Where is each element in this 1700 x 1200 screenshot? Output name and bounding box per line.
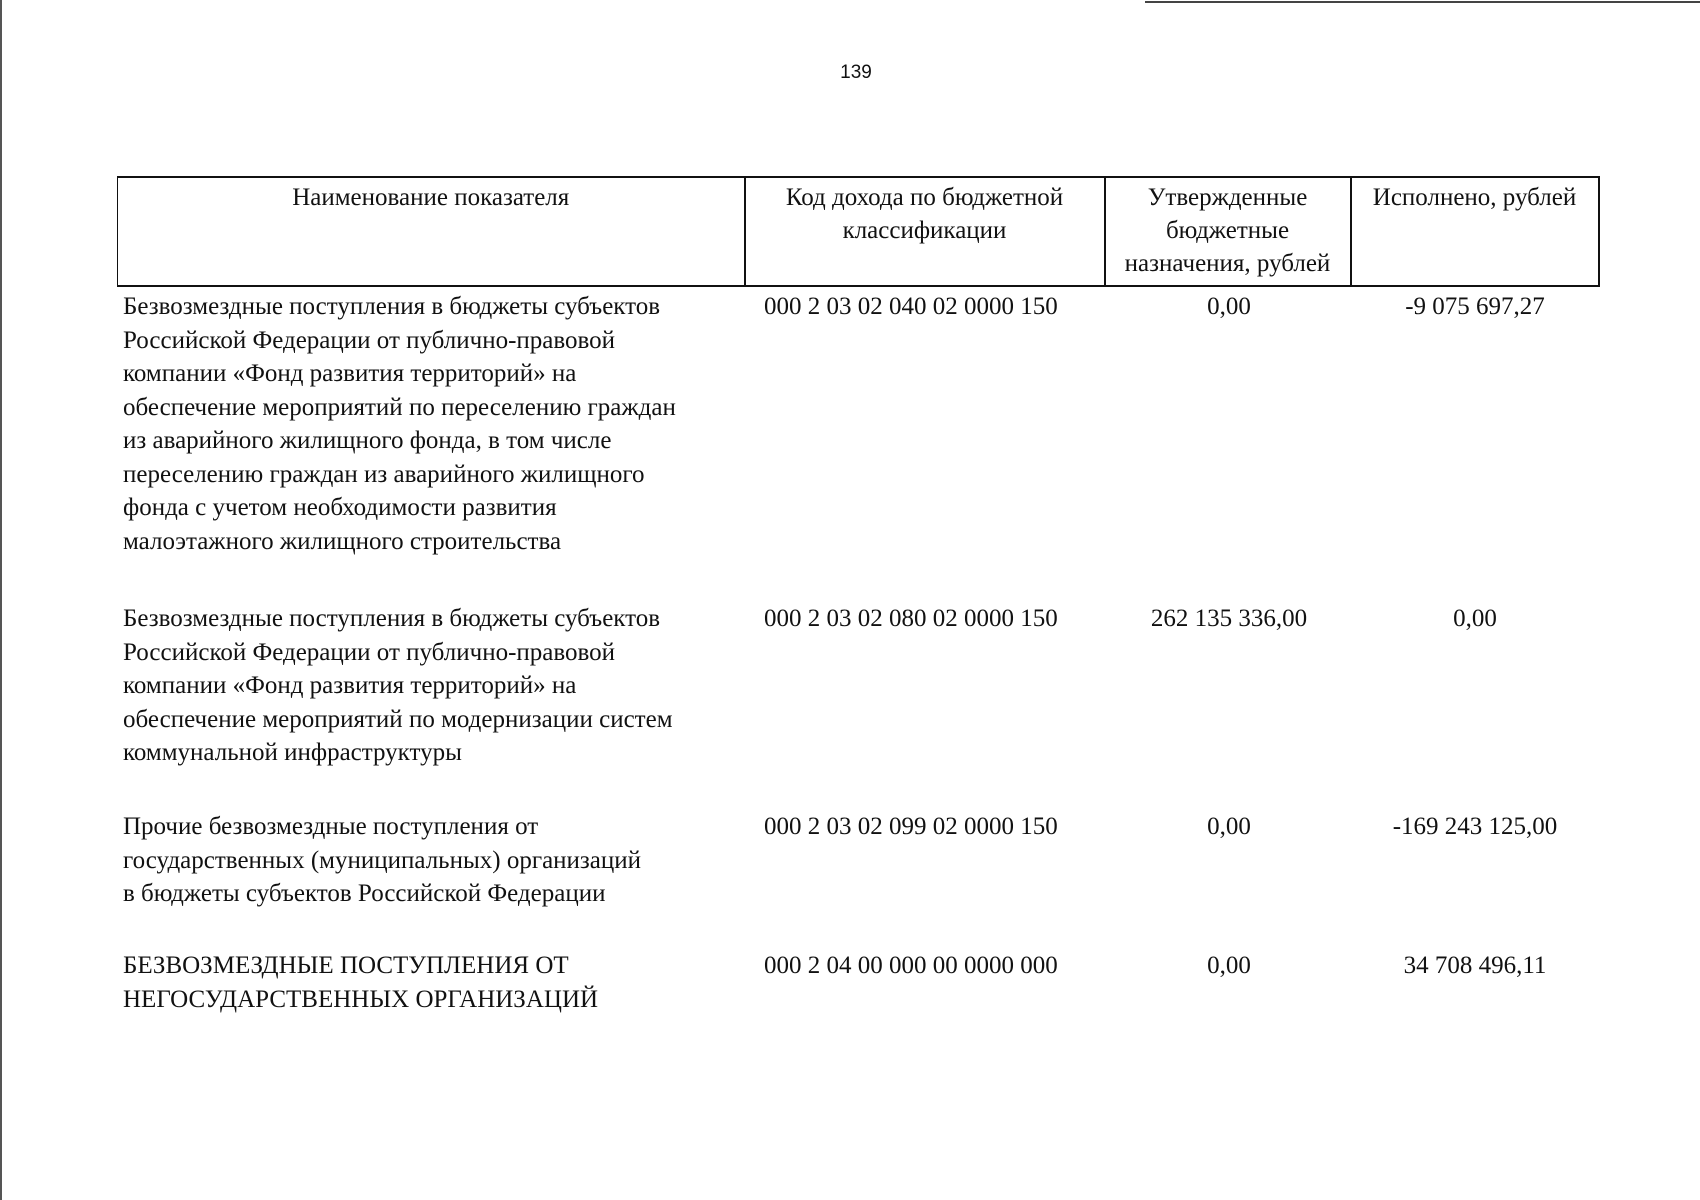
row-indicator-name (123, 290, 743, 558)
name-line: БЕЗВОЗМЕЗДНЫЕ ПОСТУПЛЕНИЯ ОТ (123, 952, 569, 979)
row-executed-amount: 0,00 (1453, 605, 1497, 632)
name-line: Безвозмездные поступления в бюджеты субъектов (123, 293, 661, 320)
name-line: переселению граждан из аварийного жилищного (123, 460, 645, 488)
name-line: малоэтажного жилищного строительства (123, 527, 562, 555)
name-line: Безвозмездные поступления в бюджеты субъектов (123, 605, 661, 632)
name-line: коммунальной инфраструктуры (123, 739, 462, 766)
header-indicator-name: Наименование показателя (118, 177, 745, 286)
name-line: Прочие безвозмездные поступления от (123, 813, 539, 840)
scan-edge-line (0, 0, 2, 1200)
row-indicator-name (123, 810, 743, 911)
row-executed-amount: 34 708 496,11 (1403, 952, 1547, 979)
name-line: в бюджеты субъектов Российской Федерации (123, 880, 606, 907)
name-line: Российской Федерации от публично-правовой (123, 326, 616, 354)
name-line: обеспечение мероприятий по модернизации систем (123, 705, 673, 733)
name-line: НЕГОСУДАРСТВЕННЫХ ОРГАНИЗАЦИЙ (123, 985, 599, 1013)
name-line: из аварийного жилищного фонда, в том числе (123, 427, 612, 454)
page-number: 139 (840, 62, 872, 83)
name-line: фонда с учетом необходимости развития (123, 494, 557, 521)
row-income-code: 000 2 03 02 080 02 0000 150 (764, 605, 1058, 632)
header-executed-amount: Исполнено, рублей (1351, 177, 1599, 286)
scan-top-rule (1145, 1, 1700, 3)
row-income-code: 000 2 03 02 099 02 0000 150 (764, 813, 1058, 840)
row-executed-amount: -9 075 697,27 (1405, 293, 1545, 320)
name-line: обеспечение мероприятий по переселению граждан (123, 393, 676, 421)
row-indicator-name (123, 949, 743, 1016)
row-approved-amount: 0,00 (1207, 293, 1251, 320)
name-line: государственных (муниципальных) организаций (123, 846, 642, 874)
name-line: компании «Фонд развития территорий» на (123, 672, 577, 699)
row-approved-amount: 262 135 336,00 (1150, 605, 1308, 632)
header-income-code: Код дохода по бюджетной классификации (745, 177, 1105, 286)
table-header (117, 176, 1600, 287)
row-approved-amount: 0,00 (1207, 813, 1251, 840)
name-line: компании «Фонд развития территорий» на (123, 360, 577, 387)
row-approved-amount: 0,00 (1207, 952, 1251, 979)
row-indicator-name (123, 602, 743, 770)
header-row (118, 177, 1599, 286)
header-approved-amount: Утвержденные бюджетные назначения, рублей (1105, 177, 1351, 286)
row-executed-amount: -169 243 125,00 (1392, 813, 1558, 840)
row-income-code: 000 2 04 00 000 00 0000 000 (764, 952, 1058, 979)
name-line: Российской Федерации от публично-правовой (123, 638, 616, 666)
row-income-code: 000 2 03 02 040 02 0000 150 (764, 293, 1058, 320)
